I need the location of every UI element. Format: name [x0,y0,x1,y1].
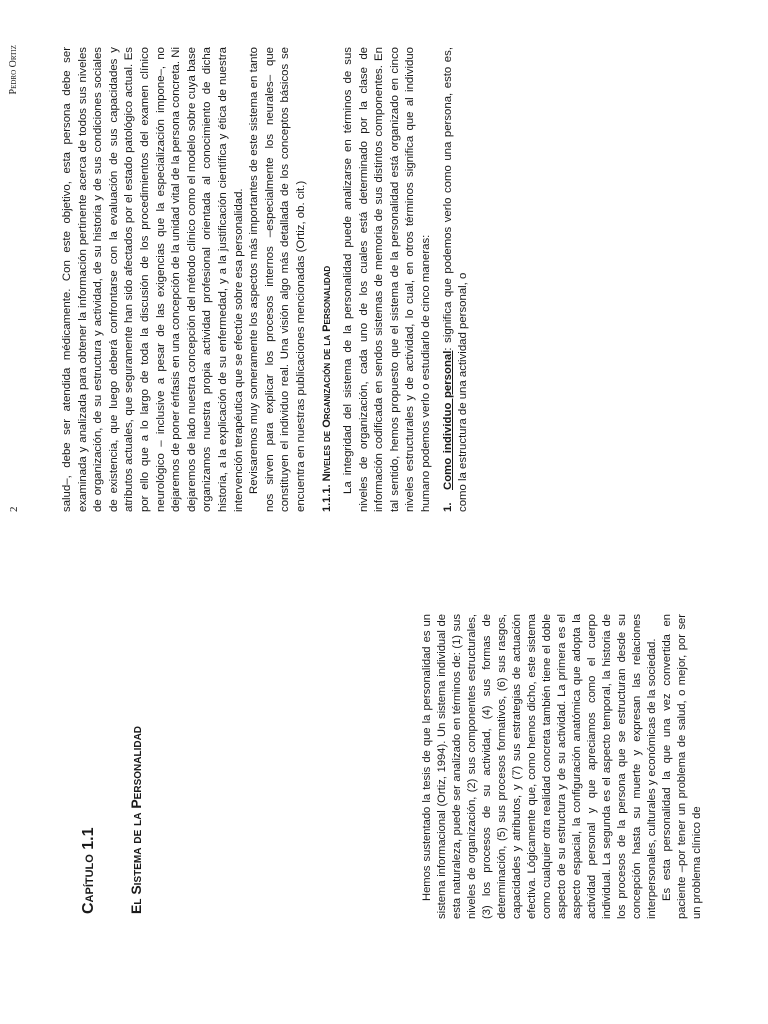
paragraph: Revisaremos muy someramente los aspectos más importantes de este sistema en tanto nos sirven para explicar los procesos internos –especialmente los neurales– que constituyen el individuo real. Una visión algo más detallada de los conceptos básicos se encuentra en nuestras publicaciones mencionadas (Ortiz, ob. cit.) [248,47,307,512]
left-page [0,512,768,1024]
paragraph: Hemos sustentado la tesis de que la personalidad es un sistema informacional (Ortiz, 1994). Un sistema individual de esta naturaleza, puede ser analizado en términos de: (1) sus niveles de organización, (2) sus componentes estructurales, (3) los procesos de su actividad, (4) sus formas de determinación, (5) sus procesos formativos, (6) sus rasgos, capacidades y atributos, y (7) sus estrategias de actuación efectiva. Lógicamente que, como hemos dicho, este sistema como cualquier otra realidad concreta también tiene el doble aspecto de su estructura y de su actividad. La primera es el aspecto espacial, la configuración anatómica que adopta la actividad personal y que apreciamos como el cuerpo individual. La segunda es el aspecto temporal, la historia de los procesos de la persona que se estructuran desde su concepción hasta su muerte y expresan las relaciones interpersonales, culturales y económicas de la sociedad. [421,614,658,919]
page-number: 2 [8,506,20,512]
section-heading: 1.1.1. Niveles de Organización de la Personalidad [320,265,333,512]
list-text: : significa que podemos verlo como una persona, esto es, como la estructura de una actividad personal, o [441,47,470,512]
list-number: 1. [441,502,454,512]
paragraph-continued: salud–, debe ser atendida médicamente. Con este objetivo, esta persona debe ser examinada y analizada para obtener la información pertinente acerca de todos sus niveles de organización, de su estructura y actividad, de su historia y de sus condiciones sociales de existencia, que luego deberá confrontarse con la evaluación de sus capacidades y atributos actuales, que seguramente han sido afectados por el estado patológico actual. Es por ello que a lo largo de toda la discusión de los procedimientos del examen clínico neurológico – inclusive a pesar de las exigencias que la especialización impone–, no dejaremos de poner énfasis en una concepción de la unidad vital de la persona concreta. Ni dejaremos de lado nuestra concepción del método clínico como el modelo sobre cuya base organizamos nuestra propia actividad profesional orientada al conocimiento de dicha historia, a la explicación de su enfermedad, y a la justificación científica y ética de nuestra intervención terapéutica que se efectúe sobre esa personalidad. [61,47,245,512]
chapter-title: El Sistema de la Personalidad [128,725,144,914]
left-body-text [420,614,705,919]
running-head [0,0,50,512]
paragraph: La integridad del sistema de la personalidad puede analizarse en términos de sus niveles de organización, cada uno de los cuales está determinado por la clase de información codificada en sendos sistemas de memoria de sus distintos componentes. En tal sentido, hemos propuesto que el sistema de la personalidad está organizado en cinco niveles estructurales y de actividad, lo cual, en otros términos significa que al individuo humano podemos verlo o estudiarlo de cinco maneras: [342,47,433,512]
list-term: Como individuo personal [441,350,454,490]
list-item [441,47,472,512]
chapter-label: Capítulo 1.1 [80,827,97,914]
paragraph: Es esta personalidad la que una vez convertida en paciente –por tener un problema de salud, o mejor, por ser un problema clínico de [661,614,703,919]
right-body-text [60,47,472,512]
running-head-author: Pedro Ortiz [8,45,19,95]
